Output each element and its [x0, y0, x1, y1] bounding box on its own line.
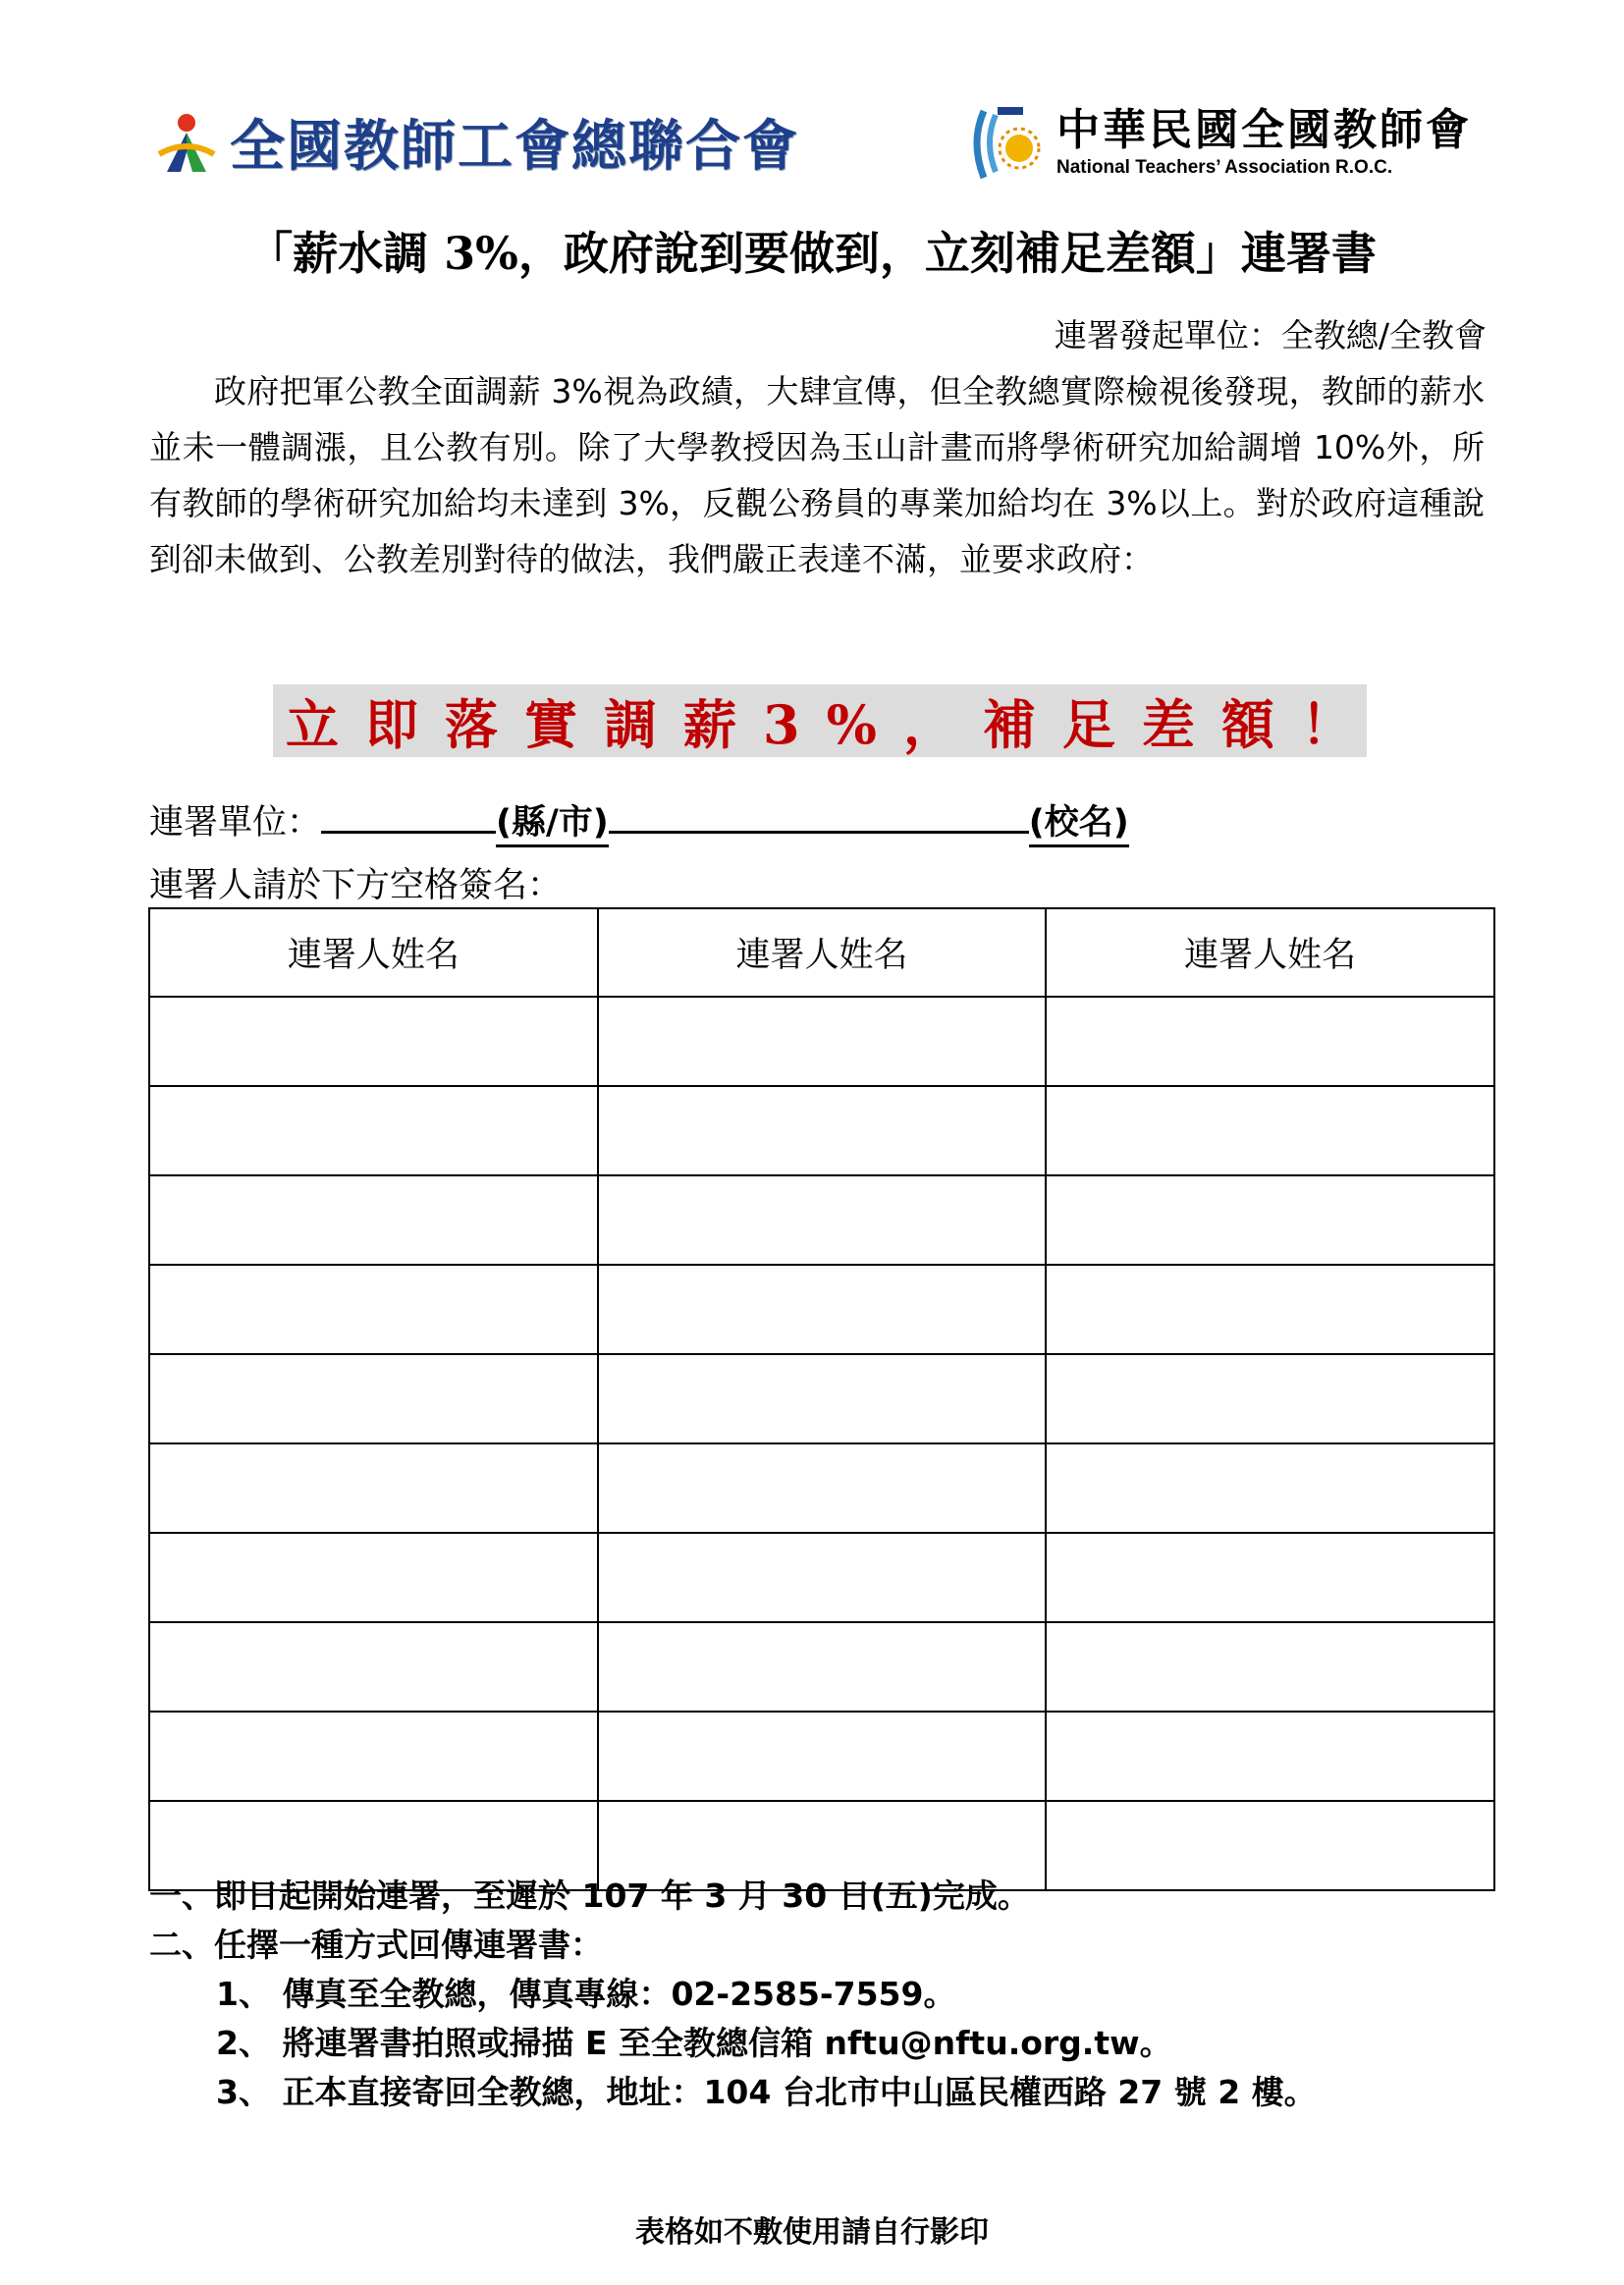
table-row — [149, 1354, 1494, 1443]
signature-cell[interactable] — [598, 1443, 1047, 1533]
signature-cell[interactable] — [1046, 997, 1494, 1086]
notes — [149, 1872, 1317, 2117]
table-row — [149, 1443, 1494, 1533]
column-header: 連署人姓名 — [149, 908, 598, 997]
method-email: 2、 將連署書拍照或掃描 E 至全教總信箱 nftu@nftu.org.tw。 — [216, 2024, 1172, 2062]
signature-cell[interactable] — [149, 1622, 598, 1712]
sign-prompt: 連署人請於下方空格簽名： — [149, 866, 563, 905]
column-header: 連署人姓名 — [1046, 908, 1494, 997]
nftu-name: 全國教師工會總聯合會 — [230, 114, 799, 179]
method-fax: 1、 傳真至全教總，傳真專線：02-2585-7559。 — [216, 1975, 956, 2013]
signature-cell[interactable] — [1046, 1354, 1494, 1443]
column-header: 連署人姓名 — [598, 908, 1047, 997]
signature-cell[interactable] — [149, 1712, 598, 1801]
signature-cell[interactable] — [149, 1086, 598, 1175]
footer-note: 表格如不敷使用請自行影印 — [635, 2215, 989, 2250]
signature-cell[interactable] — [598, 1712, 1047, 1801]
method-mail: 3、 正本直接寄回全教總，地址：104 台北市中山區民權西路 27 號 2 樓。 — [216, 2073, 1317, 2111]
table-header-row — [149, 908, 1494, 997]
signature-cell[interactable] — [598, 1354, 1047, 1443]
signature-cell[interactable] — [149, 1175, 598, 1265]
signature-cell[interactable] — [1046, 1086, 1494, 1175]
table-row — [149, 997, 1494, 1086]
note-return-methods: 二、任擇一種方式回傳連署書： — [149, 1926, 603, 1964]
nta-name-en: National Teachers’ Association R.O.C. — [1056, 157, 1393, 178]
table-row — [149, 1712, 1494, 1801]
signing-unit-line — [149, 791, 1129, 847]
initiator-line: 連署發起單位：全教總/全教會 — [1054, 316, 1487, 354]
signature-rows — [149, 997, 1494, 1890]
table-row — [149, 1175, 1494, 1265]
nta-emblem-icon — [962, 99, 1049, 186]
table-row — [149, 1086, 1494, 1175]
table-row — [149, 1533, 1494, 1622]
signature-cell[interactable] — [1046, 1712, 1494, 1801]
signature-cell[interactable] — [1046, 1265, 1494, 1354]
nta-logo — [962, 98, 1472, 187]
table-row — [149, 1622, 1494, 1712]
body-paragraph — [149, 363, 1485, 587]
signature-cell[interactable] — [598, 1265, 1047, 1354]
note-deadline: 一、即日起開始連署，至遲於 107 年 3 月 30 日(五)完成。 — [149, 1877, 1030, 1915]
signature-cell[interactable] — [598, 1622, 1047, 1712]
nftu-emblem-icon — [147, 103, 226, 182]
signature-cell[interactable] — [1046, 1175, 1494, 1265]
signature-cell[interactable] — [598, 997, 1047, 1086]
signature-cell[interactable] — [1046, 1533, 1494, 1622]
signature-cell[interactable] — [149, 1533, 598, 1622]
table-row — [149, 1265, 1494, 1354]
signature-cell[interactable] — [149, 1354, 598, 1443]
signature-cell[interactable] — [598, 1175, 1047, 1265]
signature-cell[interactable] — [149, 997, 598, 1086]
nta-name-cn: 中華民國全國教師會 — [1056, 105, 1472, 155]
slogan-text: 立即落實調薪3%，補足差額！ — [286, 692, 1380, 756]
signature-cell[interactable] — [598, 1533, 1047, 1622]
slogan-banner — [273, 684, 1380, 757]
signature-cell[interactable] — [149, 1443, 598, 1533]
signature-cell[interactable] — [1046, 1443, 1494, 1533]
signature-cell[interactable] — [1046, 1622, 1494, 1712]
school-blank[interactable] — [609, 791, 1029, 834]
signature-cell[interactable] — [598, 1086, 1047, 1175]
nftu-logo — [147, 103, 799, 182]
body-text: 政府把軍公教全面調薪 3%視為政績，大肆宣傳，但全教總實際檢視後發現，教師的薪水並未一體調漲，且公教有別。除了大學教授因為玉山計畫而將學術研究加給調增 10%外，所有教師的學術研究加給均未達到 3%，反觀公務員的專業加給均在 3%以上。對於政府這種說到卻未做到、公教差別對待的做法，我們嚴正表達不滿，並要求政府： — [149, 372, 1485, 578]
county-blank[interactable] — [321, 791, 496, 834]
document-title: 「薪水調 3%，政府說到要做到，立刻補足差額」連署書 — [247, 227, 1377, 280]
school-label: (校名) — [1029, 795, 1129, 847]
unit-label: 連署單位： — [149, 803, 322, 843]
signature-table — [148, 907, 1495, 1891]
county-label: (縣/市) — [496, 795, 609, 847]
signature-cell[interactable] — [149, 1265, 598, 1354]
